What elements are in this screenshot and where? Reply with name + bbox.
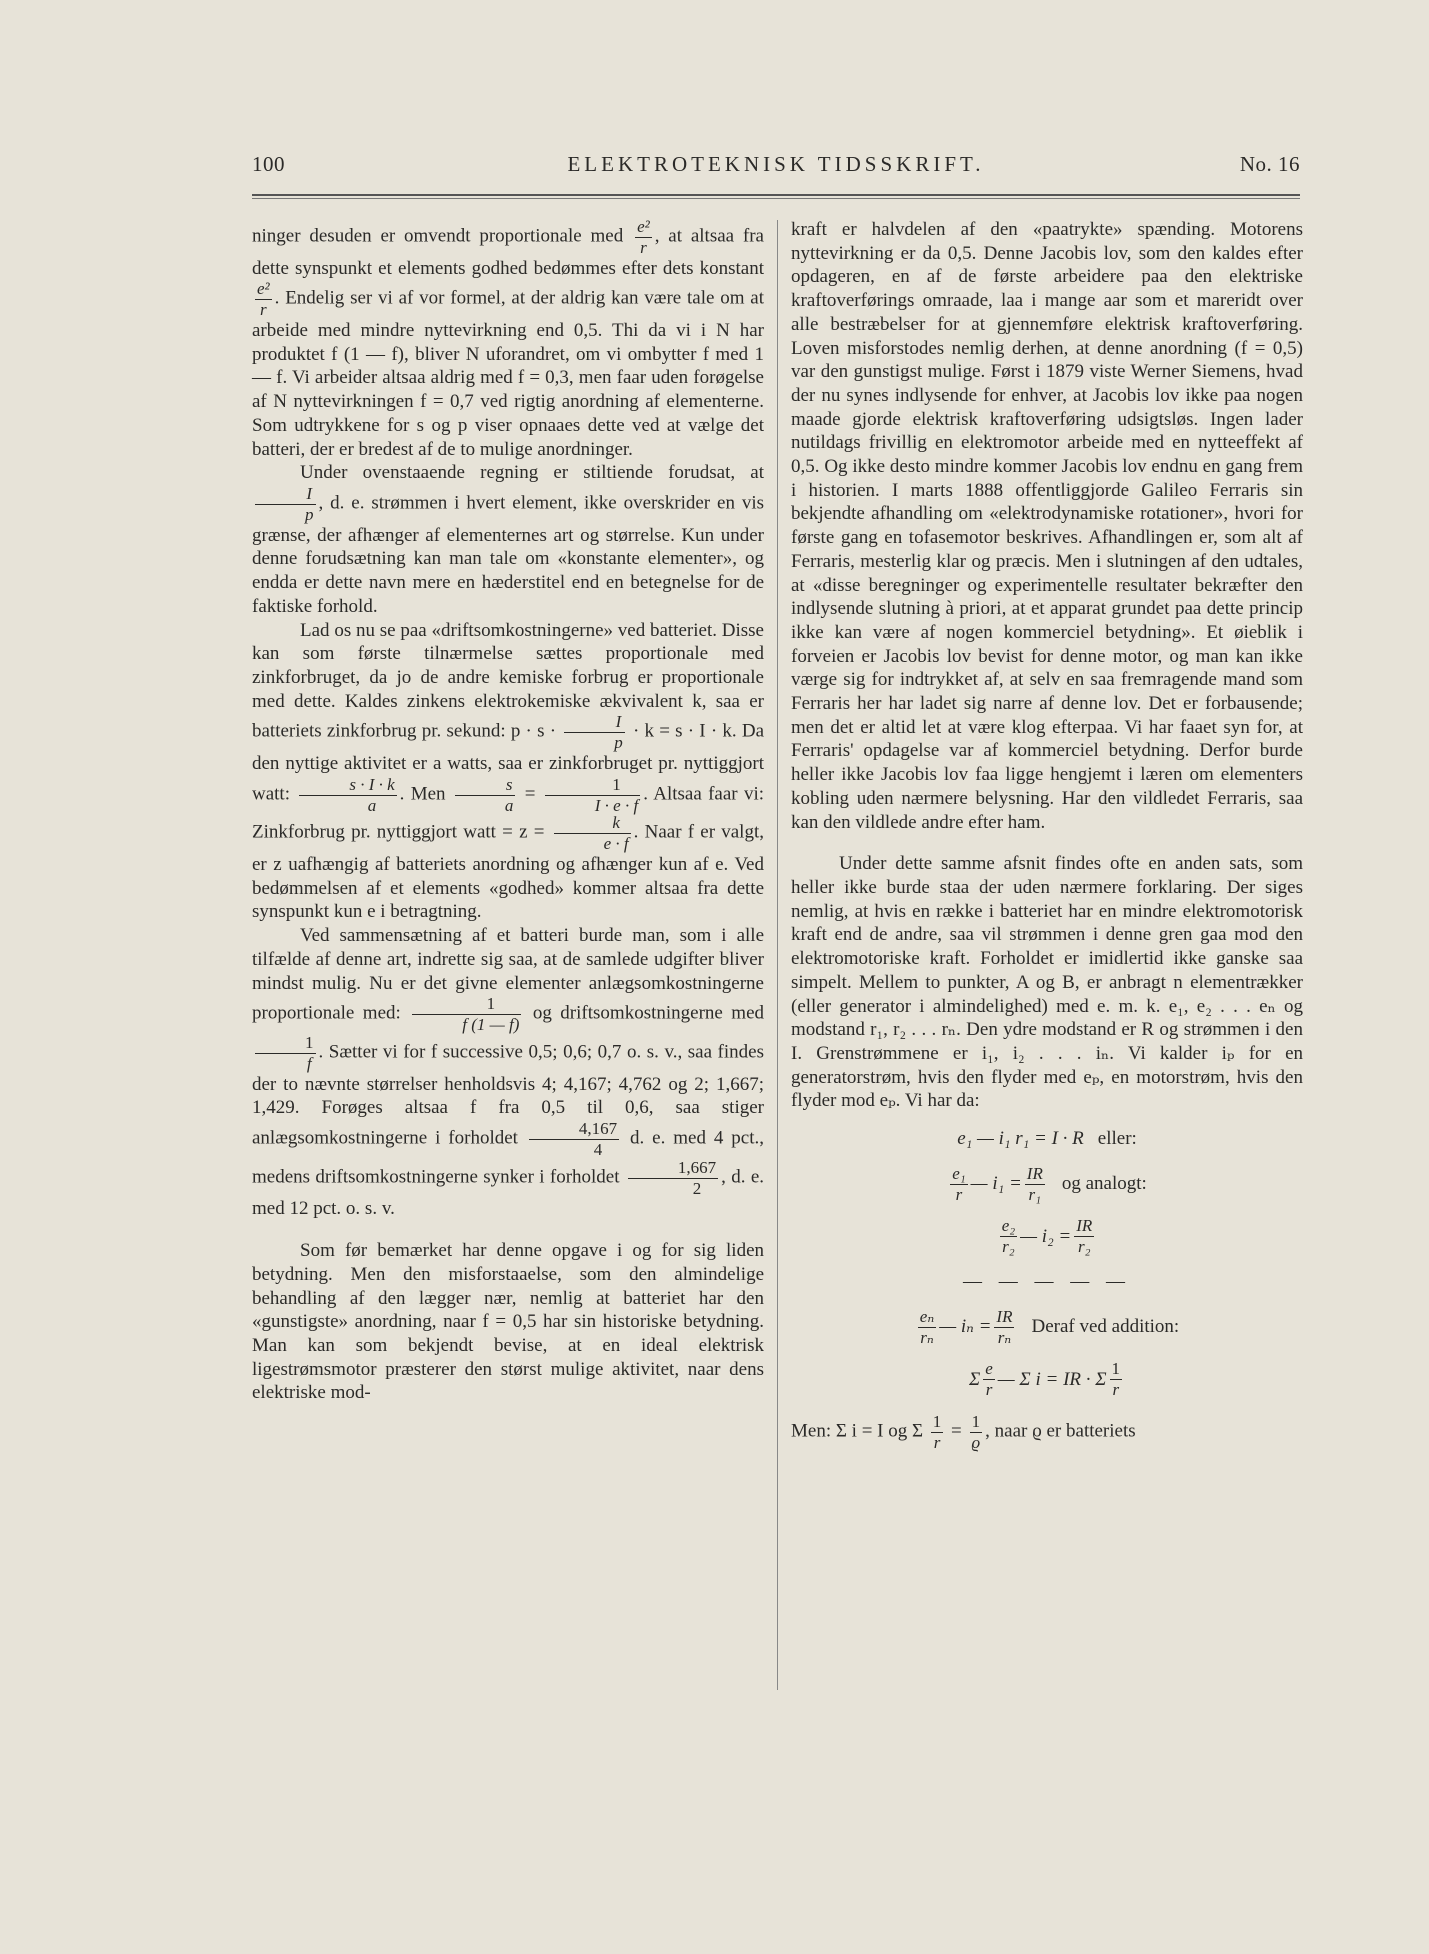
fraction: $\frac{1}{f (1 — f)}$ (412, 995, 521, 1034)
column-divider (777, 220, 778, 1690)
header-rule (252, 194, 1300, 196)
fraction: $\frac{1,667}{2}$ (628, 1159, 718, 1198)
left-column (252, 218, 764, 1405)
paragraph: Under ovenstaaende regning er stiltiende forudsat, at $\frac{I}{p}$ , d. e. strømmen i hvert element, ikke overskrider en vis grænse, der afhænger af elementernes art og størrelse. Kun under denne forudsætning kan man tale om «konstante elementer», og endda er dette navn mere en hæderstitel end en betegnelse for de faktiske forhold. (252, 462, 764, 617)
fraction: $\frac{s \cdot I \cdot k}{a}$ (299, 776, 396, 815)
paragraph: Lad os nu se paa «driftsomkostningerne» ved batteriet. Disse kan som første tilnærmelse sættes proportionale med zinkforbruget, da jo de andre kemiske forbrug er proportionale med dette. Kaldes zinkens elektrokemiske ækvivalent k, saa er batteriets zinkforbrug pr. sekund: p · s · $\frac{I}{p}$ · k = s · I · k. Da den nyttige aktivitet er a watts, saa er zinkforbruget pr. nyttiggjort watt: $\frac{s \cdot I \cdot k}{a}$ . Men $\frac{s}{a}$ = $\frac{1}{I \cdot e \cdot f}$ . Altsaa faar vi: Zinkforbrug pr. nyttiggjort watt = z = $\frac{k}{e \cdot f}$ . Naar f er valgt, er z uafhængig af batteriets anordning og afhænger kun af e. Ved bedømmelsen af et elements «godhed» kommer altsaa fra dette synspunkt kun e i betragtning. (252, 619, 765, 923)
journal-title: ELEKTROTEKNISK TIDSSKRIFT. (567, 152, 985, 176)
fraction: $\frac{1}{I \cdot e \cdot f}$ (545, 776, 640, 815)
fraction: $\frac{\text{e²}}{r}$ (637, 217, 650, 257)
fraction: $\frac{4,167}{4}$ (529, 1120, 619, 1159)
paragraph: ninger desuden er omvendt proportionale med $\frac{\text{e²}}{r}$ , at altsaa fra dette synspunkt et elements godhed bedømmes efter dets konstant $\frac{\text{e²}}{r}$ . Endelig ser vi af vor formel, at der aldrig kan være tale om at arbeide med mindre nyttevirkning end 0,5. Thi da vi i N har produktet f (1 — f), bliver N uforandret, om vi ombytter f med 1 — f. Vi arbeider altsaa aldrig med f = 0,3, men faar uden forøgelse af N nyttevirkningen f = 0,7 ved rigtig anordning af elementerne. Som udtrykkene for s og p viser opnaaes dette ved at vælge det batteri, der er bredest af de to mulige anordninger. (252, 217, 764, 460)
issue-number: No. 16 (1239, 152, 1300, 176)
page-number: 100 (252, 152, 285, 176)
equation: Σ $\frac{e}{r}$ — Σ i = IR · Σ $\frac{1}{r}$ (968, 1359, 1121, 1400)
paragraph: Ved sammensætning af et batteri burde man, som i alle tilfælde af denne art, indrette sig saa, at de samlede udgifter bliver mindst mulig. Nu er det givne elementer anlægsomkostningerne proportionale med: $\frac{1}{f (1 — f)}$ og driftsomkostningerne med $\frac{1}{f}$ . Sætter vi for f successive 0,5; 0,6; 0,7 o. s. v., saa findes der to nævnte størrelser henholdsvis 4; 4,167; 4,762 og 2; 1,667; 1,429. Forøges altsaa f fra 0,5 til 0,6, saa stiger anlægsomkostningerne i forholdet $\frac{4,167}{4}$ d. e. med 4 pct., medens driftsomkostningerne synker i forholdet $\frac{1,667}{2}$ , d. e. med 12 pct. o. s. v. (252, 925, 765, 1220)
fraction: $\frac{k}{e \cdot f}$ (554, 814, 631, 853)
paragraph: kraft er halvdelen af den «paatrykte» spænding. Motorens nyttevirkning er da 0,5. Denne Jacobis lov, som den kaldes efter opdageren, en af de første arbeidere paa den elektriske kraftoverførings omraade, laa i mange aar som et mareridt over alle bestræbelser for at gjennemføre elektrisk kraftoverføring. Loven misforstodes nemlig derhen, at denne anordning (f = 0,5) var den gunstigst mulige. Først i 1879 viste Werner Siemens, hvad der nu synes indlysende for enhver, at Jacobis lov ikke paa nogen maade gjorde elektrisk kraftoverføring udsigtsløs. Ingen lader nutildags frivillig en elektromotor arbeide med en nytteeffekt af 0,5. Og ikke desto mindre kommer Jacobis lov endnu en gang frem i historien. I marts 1888 offentliggjorde Galileo Ferraris sin bekjendte afhandling om «elektrodynamiske rotationer», hvori for første gang en tofasemotor beskrives. Afhandlingen er, som alt af Ferraris, mesterlig klar og præcis. Men i slutningen af den udtales, at «disse beregninger og experimentelle resultater bekræfter den indlysende slutning à priori, at et apparat grundet paa dette princip ikke kan være af nogen kommerciel betydning». Et øieblik i forveien er Jacobis lov bevist for denne motor, og man kan ikke værge sig for indtrykket af, at selv en saa fremragende mand som Ferraris her har ladet sig narre af denne lov. Det er forbausende; men det er altid let at være klog efterpaa. Vi har faaet syn for, at Ferraris' opdagelse var af kommerciel betydning. Derfor burde heller ikke Jacobis lov faa ligge hengjemt i læren om elementers kobling uden nærmere belysning. Har den vildledet Ferraris, saa kan den vildlede andre efter ham. (791, 219, 1303, 833)
equation: e₁ — i₁ r₁ = I · R eller: (957, 1128, 1137, 1150)
equation: $\frac{\text{e₂}}{\text{r₂}}$ — i₂ = $\frac{IR}{\text{r₂}}$ (1001, 1216, 1093, 1257)
page-header (252, 152, 1300, 182)
equation-dashes: — — — — — (963, 1271, 1131, 1293)
header-rule-thin (252, 198, 1300, 199)
fraction: $\frac{I}{p}$ (564, 713, 625, 752)
fraction: $\frac{\text{e²}}{r}$ (257, 279, 270, 320)
equation: $\frac{\text{e₁}}{r}$ — i₁ = $\frac{IR}{\text{r₁}}$ og analogt: (952, 1163, 1147, 1204)
paragraph: Under dette samme afsnit findes ofte en anden sats, som heller ikke burde staa der uden nærmere forklaring. Der siges nemlig, at hvis en række i batteriet har en mindre elektromotorisk kraft end de andre, saa vil strømmen i denne gren gaa mod den elektromotoriske kraft. Forholdet er imidlertid ikke ganske saa simpelt. Mellem to punkter, A og B, er anbragt n elementrækker (eller generator i almindelighed) med e. m. k. e₁, e₂ . . . eₙ og modstand r₁, r₂ . . . rₙ. Den ydre modstand er R og strømmen i den I. Grenstrømmene er i₁, i₂ . . . iₙ. Vi kalder iₚ for en generatorstrøm, hvis den flyder med eₚ, en motorstrøm, hvis den flyder mod eₚ. Vi har da: (791, 853, 1303, 1112)
paragraph: Men: Σ i = I og Σ $\frac{1}{r}$ = $\frac{1}{ϱ}$ , naar ϱ er batteriets (791, 1412, 1136, 1453)
fraction: $\frac{1}{f}$ (255, 1034, 316, 1073)
fraction: $\frac{I}{p}$ (255, 485, 316, 524)
equation: $\frac{\text{eₙ}}{\text{rₙ}}$ — iₙ = $\frac{IR}{\text{rₙ}}$ Deraf ved addition: (919, 1306, 1180, 1347)
fraction: $\frac{s}{a}$ (455, 776, 516, 815)
right-column (791, 218, 1303, 1452)
paragraph: Som før bemærket har denne opgave i og for sig liden betydning. Men den misforstaaelse, som den almindelige behandling af den lægger nær, nemlig at batteriet har den «gunstigste» anordning, naar f = 0,5 har sin historiske betydning. Man kan som bekjendt bevise, at en ideal elektrisk ligestrømsmotor præsterer den størst mulige aktivitet, naar dens elektriske mod- (252, 1240, 764, 1404)
